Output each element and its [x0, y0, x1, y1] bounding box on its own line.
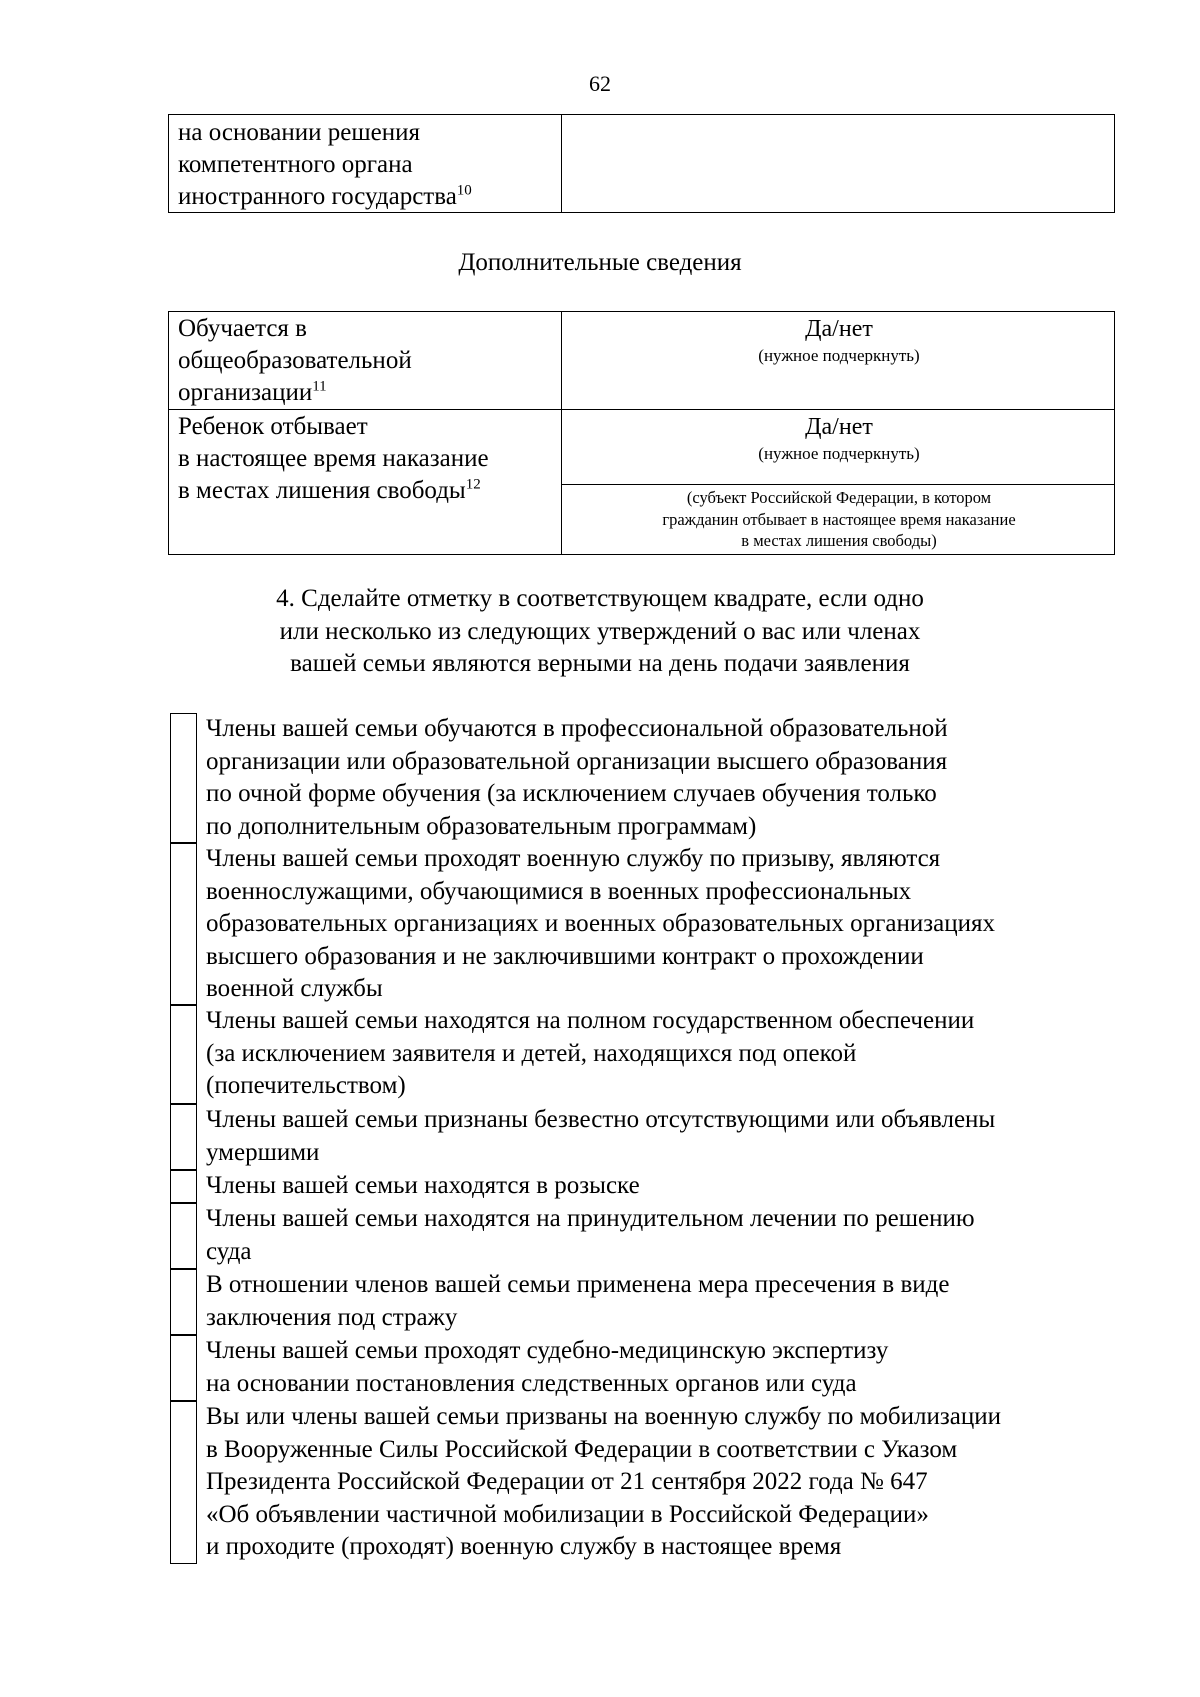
statement-line: заключения под стражу [206, 1303, 458, 1331]
checkbox-statement [206, 713, 1136, 843]
section4-heading [160, 583, 1040, 681]
statement-line: на основании постановления следственных органов или суда [206, 1369, 857, 1397]
checkbox[interactable] [170, 843, 197, 1005]
footnote-ref: 12 [465, 476, 481, 493]
checkbox[interactable] [170, 1170, 197, 1203]
row1-label-line: общеобразовательной [178, 347, 412, 374]
footnote-ref: 10 [456, 182, 472, 199]
row1-yes-no[interactable]: Да/нет [805, 316, 873, 342]
footnote-ref: 11 [312, 378, 327, 395]
row1-label [178, 313, 558, 409]
statement-line: организации или образовательной организации высшего образования [206, 747, 948, 775]
top-table-left-cell [178, 117, 558, 213]
checkbox[interactable] [170, 1104, 197, 1170]
statement-line: Члены вашей семьи обучаются в профессиональной образовательной [206, 715, 948, 742]
page-number: 62 [589, 71, 611, 96]
additional-info-heading: Дополнительные сведения [458, 249, 742, 276]
additional-info-row-separator [168, 409, 1115, 410]
top-table-line: иностранного государства [178, 183, 457, 210]
row1-label-line: организации [178, 379, 313, 406]
row1-label-line: Обучается в [178, 315, 307, 342]
row2-label-line: Ребенок отбывает [178, 413, 368, 440]
statement-line: Вы или члены вашей семьи призваны на военную службу по мобилизации [206, 1403, 1001, 1430]
statement-line: Президента Российской Федерации от 21 сентября 2022 года № 647 [206, 1468, 928, 1495]
row2-yes-no[interactable]: Да/нет [805, 414, 873, 440]
subject-hint-line: гражданин отбывает в настоящее время наказание [662, 509, 1016, 529]
statement-line: Члены вашей семьи признаны безвестно отсутствующими или объявлены [206, 1106, 996, 1133]
row1-hint: (нужное подчеркнуть) [758, 346, 920, 365]
top-table-divider [561, 114, 562, 213]
top-table-line: компетентного органа [178, 151, 413, 178]
statement-line: «Об объявлении частичной мобилизации в Российской Федерации» [206, 1500, 929, 1528]
checkbox[interactable] [170, 713, 197, 843]
checkbox-statement [206, 1005, 1136, 1103]
row2-label-line: в местах лишения свободы [178, 477, 466, 504]
checkbox-statement [206, 1335, 1136, 1400]
section4-heading-line: вашей семьи являются верными на день подачи заявления [290, 650, 910, 677]
checkbox-statement [206, 843, 1136, 1006]
checkbox[interactable] [170, 1203, 197, 1269]
section4-heading-line: 4. Сделайте отметку в соответствующем квадрате, если одно [276, 585, 924, 612]
row2-label-line: в настоящее время наказание [178, 445, 489, 472]
statement-line: по дополнительным образовательным программам) [206, 812, 757, 840]
statement-line: военной службы [206, 975, 383, 1002]
subject-field[interactable] [563, 487, 1115, 552]
statement-line: по очной форме обучения (за исключением случаев обучения только [206, 780, 937, 807]
subject-hint-line: (субъект Российской Федерации, в котором [686, 488, 992, 507]
statement-line: Члены вашей семьи находятся в розыске [206, 1172, 640, 1199]
row2-label [178, 411, 558, 507]
checkbox-statement [206, 1104, 1136, 1169]
statement-line: умершими [206, 1138, 320, 1166]
statement-line: В отношении членов вашей семьи применена мера пресечения в виде [206, 1271, 950, 1298]
statement-line: Члены вашей семьи проходят военную службу по призыву, являются [206, 845, 941, 872]
statement-line: Члены вашей семьи находятся на принудительном лечении по решению [206, 1205, 975, 1232]
subject-hint-line: в местах лишения свободы) [741, 531, 937, 550]
statement-line: в Вооруженные Силы Российской Федерации в соответствии с Указом [206, 1435, 958, 1463]
statement-line: (попечительством) [206, 1072, 406, 1099]
additional-info-divider [561, 311, 562, 555]
statement-line: Члены вашей семьи находятся на полном государственном обеспечении [206, 1007, 975, 1034]
top-table-right-cell[interactable] [563, 116, 1113, 211]
checkbox[interactable] [170, 1269, 197, 1335]
row2-hint: (нужное подчеркнуть) [758, 444, 920, 463]
top-table-line: на основании решения [178, 119, 420, 146]
statement-line: военнослужащими, обучающимися в военных профессиональных [206, 877, 912, 905]
checkbox-statement [206, 1269, 1136, 1334]
statement-line: суда [206, 1237, 252, 1265]
statement-line: высшего образования и не заключившими контракт о прохождении [206, 942, 924, 970]
statement-line: и проходите (проходят) военную службу в настоящее время [206, 1533, 842, 1560]
statement-line: образовательных организациях и военных образовательных организациях [206, 910, 995, 937]
statement-line: (за исключением заявителя и детей, находящихся под опекой [206, 1039, 857, 1067]
checkbox[interactable] [170, 1335, 197, 1401]
statement-line: Члены вашей семьи проходят судебно-медицинскую экспертизу [206, 1337, 889, 1364]
checkbox-statement [206, 1170, 1136, 1203]
subject-field-separator [561, 484, 1115, 485]
section4-heading-line: или несколько из следующих утверждений о вас или членах [279, 617, 921, 645]
checkbox-statement [206, 1203, 1136, 1268]
checkbox[interactable] [170, 1401, 197, 1564]
checkbox-statement [206, 1401, 1136, 1564]
checkbox[interactable] [170, 1005, 197, 1104]
